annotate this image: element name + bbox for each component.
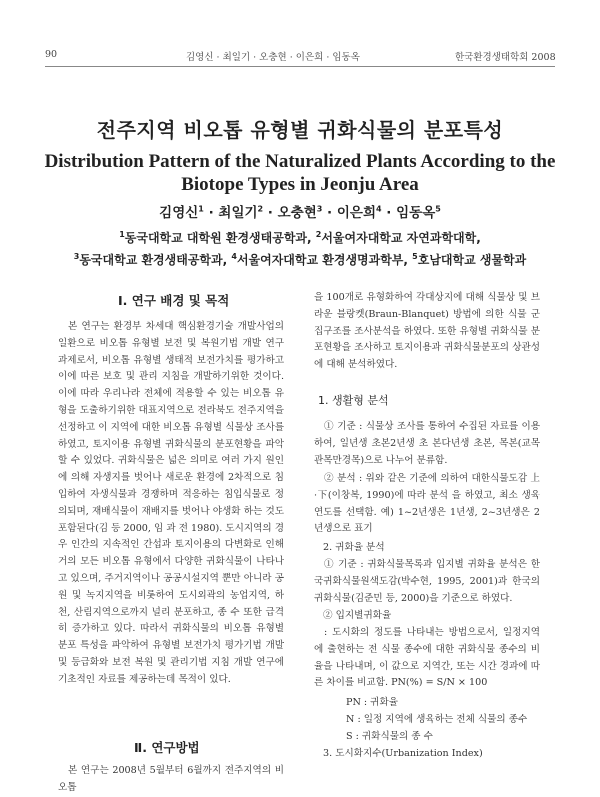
author-separator: · (263, 205, 278, 221)
affiliation-sup: 4 (231, 252, 237, 261)
title-english-line1: Distribution Pattern of the Naturalized Plants According to the (44, 151, 556, 172)
life-form-analysis: ② 분석 : 위와 같은 기준에 의하여 대한식물도감 上·下(이창복, 1990)에 따라 분석 을 하였고, 최소 생육연도를 선택함. 예) 1~2년생은 1년생, 2~3년생은 2년생으로 표기 (314, 473, 540, 535)
author-name: 최일기 (218, 205, 258, 221)
title-english (30, 150, 570, 196)
author-separator: · (322, 205, 337, 221)
site-rate-heading: ② 입지별귀화율 (323, 610, 392, 621)
title-english-line2: Biotope Types in Jeonju Area (181, 174, 419, 195)
title-korean: 전주지역 비오톱 유형별 귀화식물의 분포특성 (96, 118, 504, 142)
author-name: 임동옥 (396, 205, 436, 221)
affiliation: 호남대학교 생물학과 (417, 253, 527, 267)
site-rate-description: : 도시화의 정도를 나타내는 방법으로서, 일정지역에 출현하는 전 식물 종수에 대한 귀화식물 종수의 비율을 나타내며, 이 값으로 지역간, 또는 시간 경과에 따른 차이를 비교함. PN(%) = S/N × 100 (314, 627, 540, 689)
affiliation-line2 (0, 251, 600, 268)
affiliation-sup: 2 (315, 230, 322, 239)
author-name: 오충현 (277, 205, 317, 221)
author-sup: 4 (376, 204, 382, 214)
section1-paragraph: 본 연구는 환경부 차세대 핵심환경기술 개발사업의 일환으로 비오톱 유형별 보전 및 복원기법 개발 연구 과제로서, 비오톱 유형별 생태적 보전가치를 평가하고 이에 따른 보호 및 관리 지침을 개발하기위한 것이다. 이에 따라 우리나라 전체에 적용할 수 있는 비오톱 유형을 도출하기위한 대표지역으로 전라북도 전주지역을 선정하고 이 지역에 대한 비오톱 유형별 식물상 조사를 하였고, 토지이용 유형별 귀화식물의 분포현황을 파악할 수 있었다. 귀화식물은 넓은 의미로 여러 가지 원인에 의해 자생지를 벗어나 새로운 환경에 2차적으로 침입하여 자생식물과 경쟁하며 적응하는 침입식물로 정의되며, 재배식물이 재배지를 벗어나 야생화 하는 것도 포함된다(김 등 2000, 임 과 전 1980). 도시지역의 경우 인간의 지속적인 간섭과 토지이용의 다변화로 인해 거의 모든 비오톱 유형에서 다양한 귀화식물이 나타나고 있으며, 주거지역이나 공공시설지역 뿐만 아니라 공원 및 녹지지역을 비롯하여 도시외곽의 농업지역, 하천, 산림지역으로까지 널리 분포하고, 종 수 또한 급격히 증가하고 있다. 따라서 귀화식물의 비오톱 유형별 분포 특성을 파악하여 유형별 보전가치 평가기법 개발 및 등급화와 보전 복원 및 관리기법 지침 개발 연구에 기초적인 자료를 제공하는데 목적이 있다. (58, 321, 284, 685)
header-journal: 한국환경생태학회 2008 (455, 52, 556, 63)
subsection-life-form: 1. 생활형 분석 (318, 394, 389, 407)
header-authors: 김영신 · 최일기 · 오충현 · 이은희 · 임동옥 (186, 52, 360, 63)
definition-n: N : 일정 지역에 생육하는 전체 식물의 종수 (346, 714, 528, 725)
author-sup: 1 (198, 204, 204, 214)
rate-criteria: ① 기준 : 귀화식물목록과 입지별 귀화율 분석은 한국귀화식물원색도감(박수현, 1995, 2001)과 한국의 귀화식물(김준민 등, 2000)을 기준으로 하였다. (314, 559, 540, 604)
author-separator: · (203, 205, 219, 221)
subsection-urbanization-index: 3. 도시화지수(Urbanization Index) (323, 748, 483, 759)
methods-intro: 을 100개로 유형화하여 각대상지에 대해 식물상 및 브라운 블랑켓(Braun-Blanquet) 방법에 의한 식물 군집구조를 조사분석을 하였다. 또한 유형별 귀화식물 분포현황을 조사하고 토지이용과 귀화식물분포의 상관성에 대해 분석하였다. (314, 292, 540, 371)
definition-s: S : 귀화식물의 종 수 (346, 731, 433, 742)
author-name: 김영신 (159, 205, 199, 221)
affiliation-sup: 3 (73, 252, 80, 261)
subsection-naturalization-rate: 2. 귀화율 분석 (323, 542, 385, 553)
section-heading-1: Ⅰ. 연구 배경 및 목적 (118, 293, 230, 308)
author-sup: 3 (316, 204, 323, 214)
life-form-criteria: ① 기준 : 식물상 조사를 통하여 수집된 자료를 이용하여, 일년생 초본2년생 초 본다년생 초본, 목본(교목관목만경목)으로 나누어 분류함. (314, 421, 540, 466)
author-list (0, 201, 600, 221)
author-separator: · (381, 205, 397, 221)
page-number: 90 (45, 49, 58, 60)
affiliation-sup: 1 (119, 230, 125, 239)
header-rule (45, 66, 555, 67)
author-name: 이은희 (336, 205, 376, 221)
affiliation: 서울여자대학교 자연과학대학, (321, 231, 481, 245)
section-heading-2: Ⅱ. 연구방법 (134, 740, 200, 755)
definition-pn: PN : 귀화율 (346, 697, 398, 708)
section2-paragraph: 본 연구는 2008년 5월부터 6월까지 전주지역의 비오톱 (58, 765, 284, 793)
affiliation-sup: 5 (412, 252, 418, 261)
affiliation: 동국대학교 환경생태공학과, (79, 253, 232, 267)
affiliation: 동국대학교 대학원 환경생태공학과, (124, 231, 316, 245)
affiliation: 서울여자대학교 환경생명과학부, (236, 253, 413, 267)
author-sup: 5 (435, 204, 441, 214)
author-sup: 2 (257, 204, 264, 214)
affiliation-line1 (0, 229, 600, 246)
